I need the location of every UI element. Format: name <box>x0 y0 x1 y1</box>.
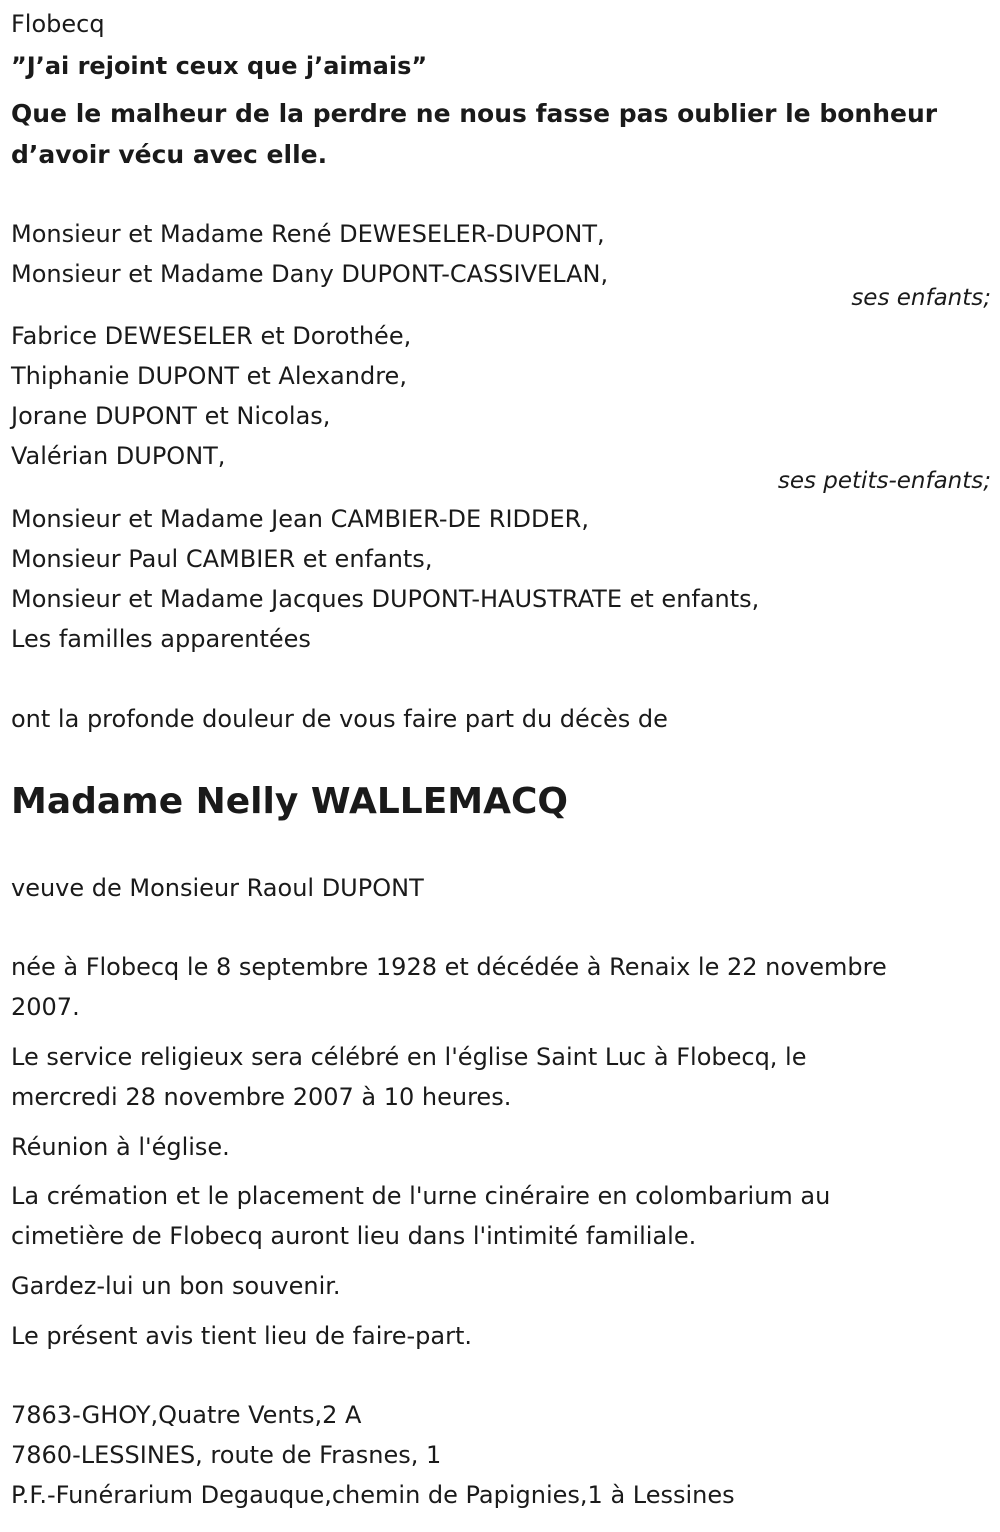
address-line: 7860-LESSINES, route de Frasnes, 1 <box>11 1441 442 1469</box>
remember: Gardez-lui un bon souvenir. <box>11 1272 341 1300</box>
cremation-line-2: cimetière de Flobecq auront lieu dans l'intimité familiale. <box>11 1222 697 1250</box>
grandchildren-role: ses petits-enfants; <box>777 468 991 494</box>
birth-death-line-2: 2007. <box>11 993 80 1021</box>
grandchild-name: Jorane DUPONT et Nicolas, <box>11 402 331 430</box>
service-line-2: mercredi 28 novembre 2007 à 10 heures. <box>11 1083 512 1111</box>
cremation-line-1: La crémation et le placement de l'urne cinéraire en colombarium au <box>11 1182 831 1210</box>
deceased-name: Madame Nelly WALLEMACQ <box>11 781 568 822</box>
child-name: Monsieur et Madame René DEWESELER-DUPONT, <box>11 220 605 248</box>
meeting: Réunion à l'église. <box>11 1133 230 1161</box>
service-line-1: Le service religieux sera célébré en l'église Saint Luc à Flobecq, le <box>11 1043 807 1071</box>
grandchild-name: Valérian DUPONT, <box>11 442 226 470</box>
relative-name: Monsieur et Madame Jacques DUPONT-HAUSTRATE et enfants, <box>11 585 760 613</box>
town-heading: Flobecq <box>11 10 105 38</box>
grandchild-name: Fabrice DEWESELER et Dorothée, <box>11 322 412 350</box>
notice: Le présent avis tient lieu de faire-part. <box>11 1322 473 1350</box>
relative-name: Monsieur Paul CAMBIER et enfants, <box>11 545 433 573</box>
widow-of: veuve de Monsieur Raoul DUPONT <box>11 874 424 902</box>
children-role: ses enfants; <box>851 285 991 311</box>
child-name: Monsieur et Madame Dany DUPONT-CASSIVELAN, <box>11 260 609 288</box>
quote: ”J’ai rejoint ceux que j’aimais” <box>11 52 428 80</box>
address-line: P.F.-Funérarium Degauque,chemin de Papignies,1 à Lessines <box>11 1481 735 1509</box>
relative-name: Les familles apparentées <box>11 625 311 653</box>
address-line: 7863-GHOY,Quatre Vents,2 A <box>11 1401 362 1429</box>
epigraph-line-1: Que le malheur de la perdre ne nous fasse pas oublier le bonheur <box>11 99 938 128</box>
birth-death-line-1: née à Flobecq le 8 septembre 1928 et décédée à Renaix le 22 novembre <box>11 953 887 981</box>
announcement: ont la profonde douleur de vous faire part du décès de <box>11 705 668 733</box>
epigraph-line-2: d’avoir vécu avec elle. <box>11 140 328 169</box>
grandchild-name: Thiphanie DUPONT et Alexandre, <box>11 362 407 390</box>
relative-name: Monsieur et Madame Jean CAMBIER-DE RIDDER, <box>11 505 589 533</box>
